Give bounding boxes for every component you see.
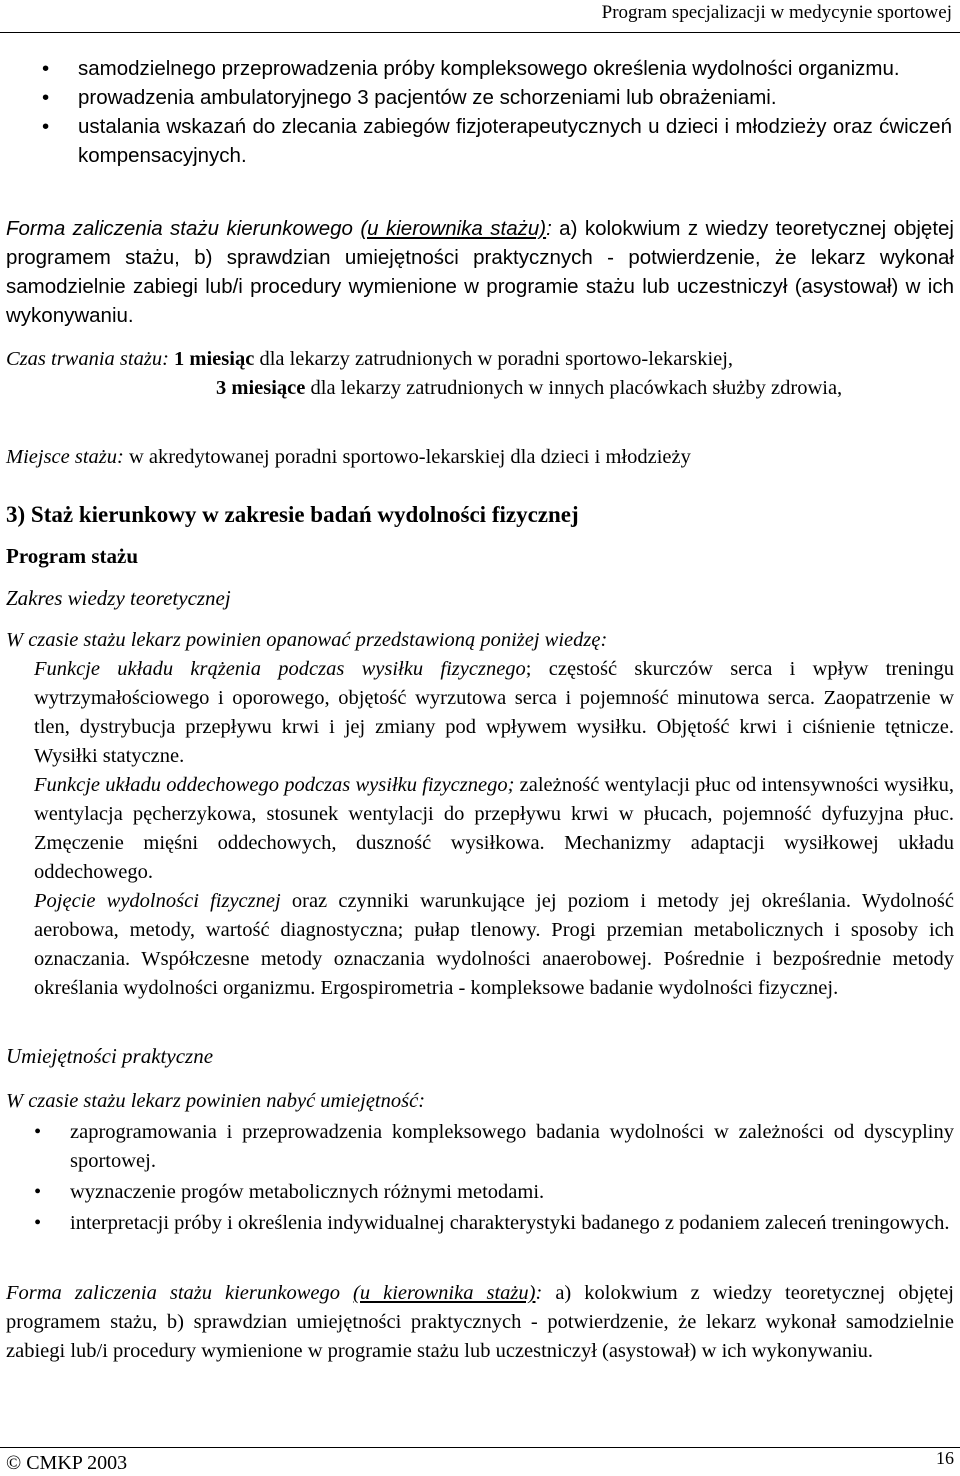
list-item: • wyznaczenie progów metabolicznych różnymi metodami. — [70, 1178, 954, 1207]
bullet-icon: • — [34, 1212, 42, 1234]
list-item: • ustalania wskazań do zlecania zabiegów fizjoterapeutycznych u dzieci i młodzieży oraz ćwiczeń kompensacyjnych. — [78, 112, 952, 170]
zakres-intro: W czasie stażu lekarz powinien opanować przedstawioną poniżej wiedzę: — [6, 629, 608, 651]
umiejetnosci-heading: Umiejętności praktyczne — [6, 1044, 214, 1068]
bullet-icon: • — [42, 86, 50, 109]
bullet-icon: • — [42, 57, 50, 80]
czas-trwania: Czas trwania stażu: 1 miesiąc dla lekarzy zatrudnionych w poradni sportowo-lekarskiej, — [6, 348, 734, 370]
header-rule — [0, 32, 960, 33]
program-heading: Program stażu — [6, 544, 138, 568]
czas-trwania-line2: 3 miesiące dla lekarzy zatrudnionych w innych placówkach służby zdrowia, — [216, 377, 843, 399]
section-heading: 3) Staż kierunkowy w zakresie badań wydolności fizycznej — [6, 502, 579, 527]
top-bullet-list — [42, 54, 952, 170]
running-header: Program specjalizacji w medycynie sportowej — [601, 2, 952, 23]
forma-zaliczenia-2: Forma zaliczenia stażu kierunkowego (u kierownika stażu): a) kolokwium z wiedzy teoretycznej objętej programem stażu, b) sprawdzian umiejętności praktycznych - potwierdzenie, że lekarz wykonał samodzielnie zabiegi lub/i procedury wymienione w programie stażu lub uczestniczył (asystował) w ich wykonywaniu. — [6, 1282, 954, 1362]
footer-rule — [0, 1447, 960, 1448]
paragraph-oddechowy: Funkcje układu oddechowego podczas wysiłku fizycznego; zależność wentylacji płuc od intensywności wysiłku, wentylacja pęcherzykowa, stosunek wentylacji do przepływu krwi w płucach, pojemność dyfuzyjna płuc. Zmęczenie mięśni oddechowych, duszność wysiłkowa. Mechanizmy adaptacji wysiłkowej układu oddechowego. — [34, 774, 954, 883]
miejsce-stazu: Miejsce stażu: w akredytowanej poradni sportowo-lekarskiej dla dzieci i młodzieży — [6, 446, 691, 468]
list-item: • zaprogramowania i przeprowadzenia kompleksowego badania wydolności w zależności od dyscypliny sportowej. — [70, 1118, 954, 1176]
paragraph-wydolnosc: Pojęcie wydolności fizycznej oraz czynniki warunkujące jej poziom i metody jej określania. Wydolność aerobowa, metody, wartość diagnostyczna; pułap tlenowy. Progi przemian metabolicznych i sposoby ich oznaczania. Współczesne metody oznaczania wydolności anaerobowej. Pośrednie i bezpośrednie metody określania wydolności organizmu. Ergospirometria - kompleksowe badanie wydolności fizycznej. — [34, 890, 954, 999]
list-item: • samodzielnego przeprowadzenia próby kompleksowego określenia wydolności organizmu. — [78, 54, 952, 83]
zakres-heading: Zakres wiedzy teoretycznej — [6, 586, 231, 610]
skills-bullet-list — [34, 1118, 954, 1238]
forma-zaliczenia-1: Forma zaliczenia stażu kierunkowego (u kierownika stażu): a) kolokwium z wiedzy teoretycznej objętej programem stażu, b) sprawdzian umiejętności praktycznych - potwierdzenie, że lekarz wykonał samodzielnie zabiegi lub/i procedury wymienione w programie stażu lub uczestniczył (asystował) w ich wykonywaniu. — [6, 217, 954, 327]
page-number: 16 — [936, 1448, 954, 1468]
umiejetnosci-intro: W czasie stażu lekarz powinien nabyć umiejętność: — [6, 1090, 426, 1112]
list-item: • interpretacji próby i określenia indywidualnej charakterystyki badanego z podaniem zaleceń treningowych. — [70, 1209, 954, 1238]
bullet-icon: • — [34, 1121, 42, 1143]
footer-copyright: © CMKP 2003 — [6, 1452, 128, 1474]
list-item: • prowadzenia ambulatoryjnego 3 pacjentów ze schorzeniami lub obrażeniami. — [78, 83, 952, 112]
paragraph-krazenie: Funkcje układu krążenia podczas wysiłku fizycznego; częstość skurczów serca i wpływ treningu wytrzymałościowego i oporowego, objętość wyrzutowa serca i pojemność minutowa serca. Zaopatrzenie w tlen, dystrybucja przepływu krwi i jej zmiany pod wpływem wysiłku. Objętość krwi i ciśnienie tętnicze. Wysiłki statyczne. — [34, 658, 954, 767]
bullet-icon: • — [34, 1181, 42, 1203]
bullet-icon: • — [42, 115, 50, 138]
